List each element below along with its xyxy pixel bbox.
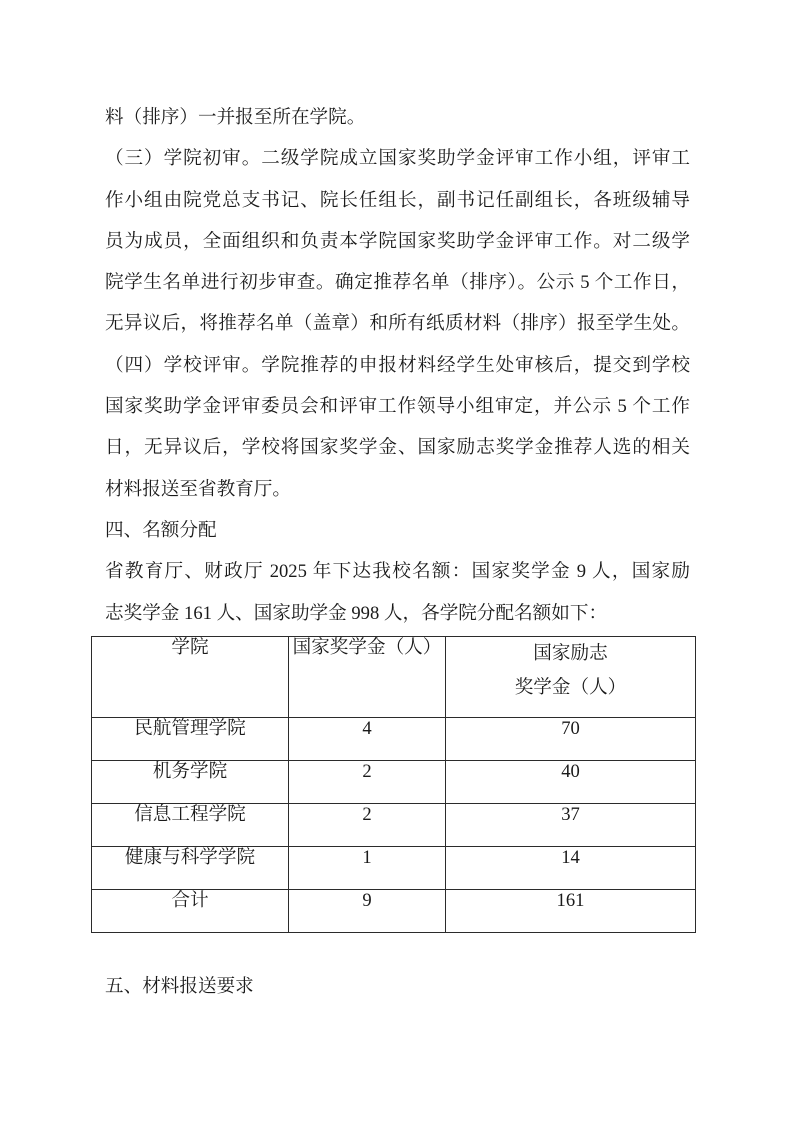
- national-count-cell: 1: [289, 847, 446, 890]
- table-row: [92, 761, 696, 804]
- inspirational-count-cell: 14: [446, 847, 696, 890]
- inspirational-header-line1: 国家励志: [533, 643, 608, 664]
- national-count-cell: 2: [289, 761, 446, 804]
- table-header-inspirational-scholarship: [446, 637, 696, 718]
- section-5-heading: 五、材料报送要求: [105, 976, 254, 997]
- section-4-heading: 四、名额分配: [105, 519, 217, 541]
- table-row: [92, 847, 696, 890]
- table-row: [92, 804, 696, 847]
- table-header-row: [92, 637, 696, 718]
- inspirational-count-cell: 37: [446, 804, 696, 847]
- national-count-cell: 4: [289, 718, 446, 761]
- body-line-8: 国家奖助学金评审委员会和评审工作领导小组审定，并公示 5 个工作: [105, 396, 690, 418]
- college-name-cell: 健康与科学学院: [92, 847, 289, 890]
- body-line-13: 志奖学金 161 人、国家助学金 998 人，各学院分配名额如下：: [105, 602, 608, 624]
- total-label-cell: 合计: [92, 890, 289, 933]
- total-national-count-cell: 9: [289, 890, 446, 933]
- body-line-2: （三）学院初审。二级学院成立国家奖助学金评审工作小组，评审工: [105, 148, 690, 170]
- body-line-4: 员为成员，全面组织和负责本学院国家奖助学金评审工作。对二级学: [105, 230, 690, 252]
- table-total-row: [92, 890, 696, 933]
- total-inspirational-count-cell: 161: [446, 890, 696, 933]
- body-line-12: 省教育厅、财政厅 2025 年下达我校名额：国家奖学金 9 人，国家励: [105, 561, 690, 583]
- body-line-5: 院学生名单进行初步审查。确定推荐名单（排序）。公示 5 个工作日，: [105, 272, 690, 294]
- body-line-3: 作小组由院党总支书记、院长任组长，副书记任副组长，各班级辅导: [105, 189, 690, 211]
- table-header-college: 学院: [92, 637, 289, 718]
- inspirational-count-cell: 40: [446, 761, 696, 804]
- inspirational-header-line2: 奖学金（人）: [514, 677, 627, 698]
- college-name-cell: 民航管理学院: [92, 718, 289, 761]
- body-line-10: 材料报送至省教育厅。: [105, 478, 291, 500]
- quota-allocation-table: [91, 636, 696, 933]
- document-body: [105, 97, 690, 634]
- college-name-cell: 机务学院: [92, 761, 289, 804]
- national-count-cell: 2: [289, 804, 446, 847]
- body-line-7: （四）学校评审。学院推荐的申报材料经学生处审核后，提交到学校: [105, 354, 690, 376]
- body-line-6: 无异议后，将推荐名单（盖章）和所有纸质材料（排序）报至学生处。: [105, 313, 690, 335]
- body-line-1: 料（排序）一并报至所在学院。: [105, 107, 366, 128]
- body-line-9: 日，无异议后，学校将国家奖学金、国家励志奖学金推荐人选的相关: [105, 437, 690, 459]
- college-name-cell: 信息工程学院: [92, 804, 289, 847]
- table-row: [92, 718, 696, 761]
- table-header-national-scholarship: 国家奖学金（人）: [289, 637, 446, 718]
- inspirational-count-cell: 70: [446, 718, 696, 761]
